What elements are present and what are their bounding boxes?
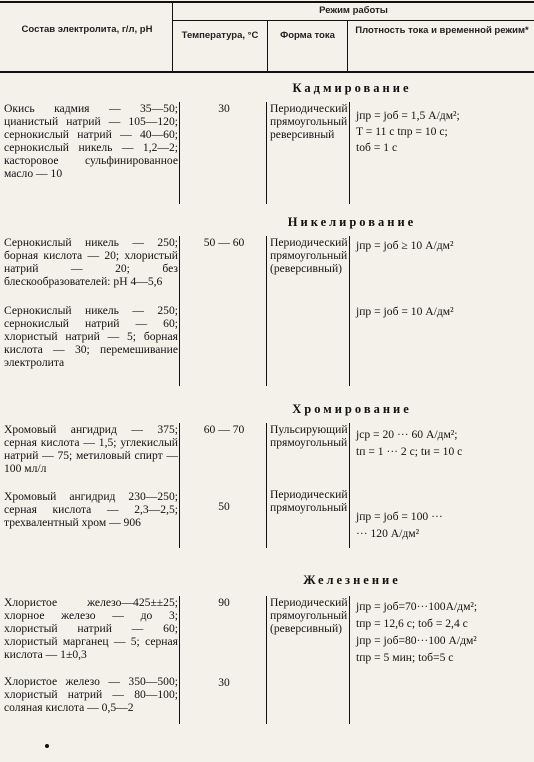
mode-line: jпр = jоб=70···100А/дм²; <box>356 600 478 613</box>
electrolyte-composition: Сернокислый никель — 250; борная кислота — 20; хлористый натрий — 20; без блескообразователей: pH 4—5,6 <box>4 236 178 288</box>
header-mode-group: Режим работы <box>319 5 388 16</box>
mode-line: jпр = jоб = 100 ··· <box>356 510 443 523</box>
section-title: Никелирование <box>287 215 417 229</box>
column-rule <box>179 423 180 548</box>
temperature-value: 50 <box>218 500 230 513</box>
mode-line: T = 11 с tпр = 10 с; <box>356 125 448 138</box>
electrolyte-composition: Хлористое железо—425±±25; хлорное железо — до 3; хлористый натрий — 60; хлористый марганец — 5; серная кислота — 1±0,3 <box>4 596 178 661</box>
mode-line: tоб = 1 с <box>356 141 398 154</box>
current-mode: jпр = jоб = 10 А/дм² <box>356 305 454 318</box>
temperature-value: 50 — 60 <box>203 236 245 249</box>
column-rule <box>349 236 350 386</box>
section-title: Кадмирование <box>292 81 412 95</box>
current-mode <box>356 426 534 460</box>
temperature-value: 60 — 70 <box>203 423 245 436</box>
column-rule <box>349 423 350 548</box>
current-mode <box>356 508 534 542</box>
column-rule <box>266 236 267 386</box>
electrolyte-composition: Хромовый ангидрид — 375; серная кислота — 1,5; углекислый натрий — 75; метиловый спирт — 100 мл/л <box>4 423 178 475</box>
electrolyte-composition: Сернокислый никель — 250; сернокислый натрий — 60; хлористый натрий — 5; борная кислота — 30; перемешивание электролита <box>4 304 178 369</box>
mode-line: tпр = 12,6 с; tоб = 2,4 с <box>356 617 468 630</box>
mode-line: tп = 1 ··· 2 с; tи = 10 с <box>356 445 463 458</box>
temperature-value: 30 <box>218 102 230 115</box>
header-subrule <box>173 20 534 21</box>
column-rule <box>266 102 267 204</box>
current-mode <box>356 108 534 156</box>
top-rule <box>0 1 534 3</box>
current-form: Пульсирующий прямоугольный <box>270 423 348 449</box>
electrolyte-composition: Окись кадмия — 35—50; цианистый натрий — 105—120; сернокислый натрий — 40—60; сернокислый никель — 1,2—2; касторовое сульфинированное масло — 10 <box>4 102 178 180</box>
current-form: Периодический прямоугольный (реверсивный) <box>270 596 348 635</box>
mode-line: ··· 120 А/дм² <box>356 527 420 540</box>
current-mode <box>356 598 534 666</box>
column-rule <box>349 102 350 204</box>
mode-line: jпр = jоб=80···100 А/дм² <box>356 634 477 647</box>
mode-line: jпр = jоб = 1,5 А/дм²; <box>356 109 460 122</box>
current-mode: jпр = jоб ≥ 10 А/дм² <box>356 239 454 252</box>
column-rule <box>266 423 267 548</box>
temperature-value: 30 <box>218 676 230 689</box>
temperature-value: 90 <box>218 596 230 609</box>
header-bottom-rule <box>0 71 534 73</box>
table-header <box>0 0 534 72</box>
header-temperature: Температура, °С <box>181 30 259 41</box>
column-rule <box>179 236 180 386</box>
mode-line: jср = 20 ··· 60 А/дм²; <box>356 428 458 441</box>
current-form: Периодический прямоугольный реверсивный <box>270 102 348 141</box>
column-rule <box>179 102 180 204</box>
bullet-mark <box>45 744 49 748</box>
column-rule <box>349 596 350 724</box>
column-rule <box>179 596 180 724</box>
header-current-form: Форма тока <box>280 30 335 41</box>
mode-line: tпр = 5 мин; tоб=5 с <box>356 651 454 664</box>
current-form: Периодический прямоугольный <box>270 488 348 514</box>
header-divider <box>347 21 348 72</box>
header-density: Плотность тока и временной режим* <box>355 25 529 36</box>
electrolyte-composition: Хромовый ангидрид 230—250; серная кислота — 2,3—2,5; трехвалентный хром — 906 <box>4 490 178 529</box>
section-title: Хромирование <box>292 402 412 416</box>
electrolyte-composition: Хлористое железо — 350—500; хлористый натрий — 80—100; соляная кислота — 0,5—2 <box>4 675 178 714</box>
column-rule <box>266 596 267 724</box>
current-form: Периодический прямоугольный (реверсивный) <box>270 236 348 275</box>
section-title: Железнение <box>303 573 401 587</box>
header-composition: Состав электролита, г/л, pH <box>21 24 153 35</box>
header-divider <box>267 21 268 72</box>
